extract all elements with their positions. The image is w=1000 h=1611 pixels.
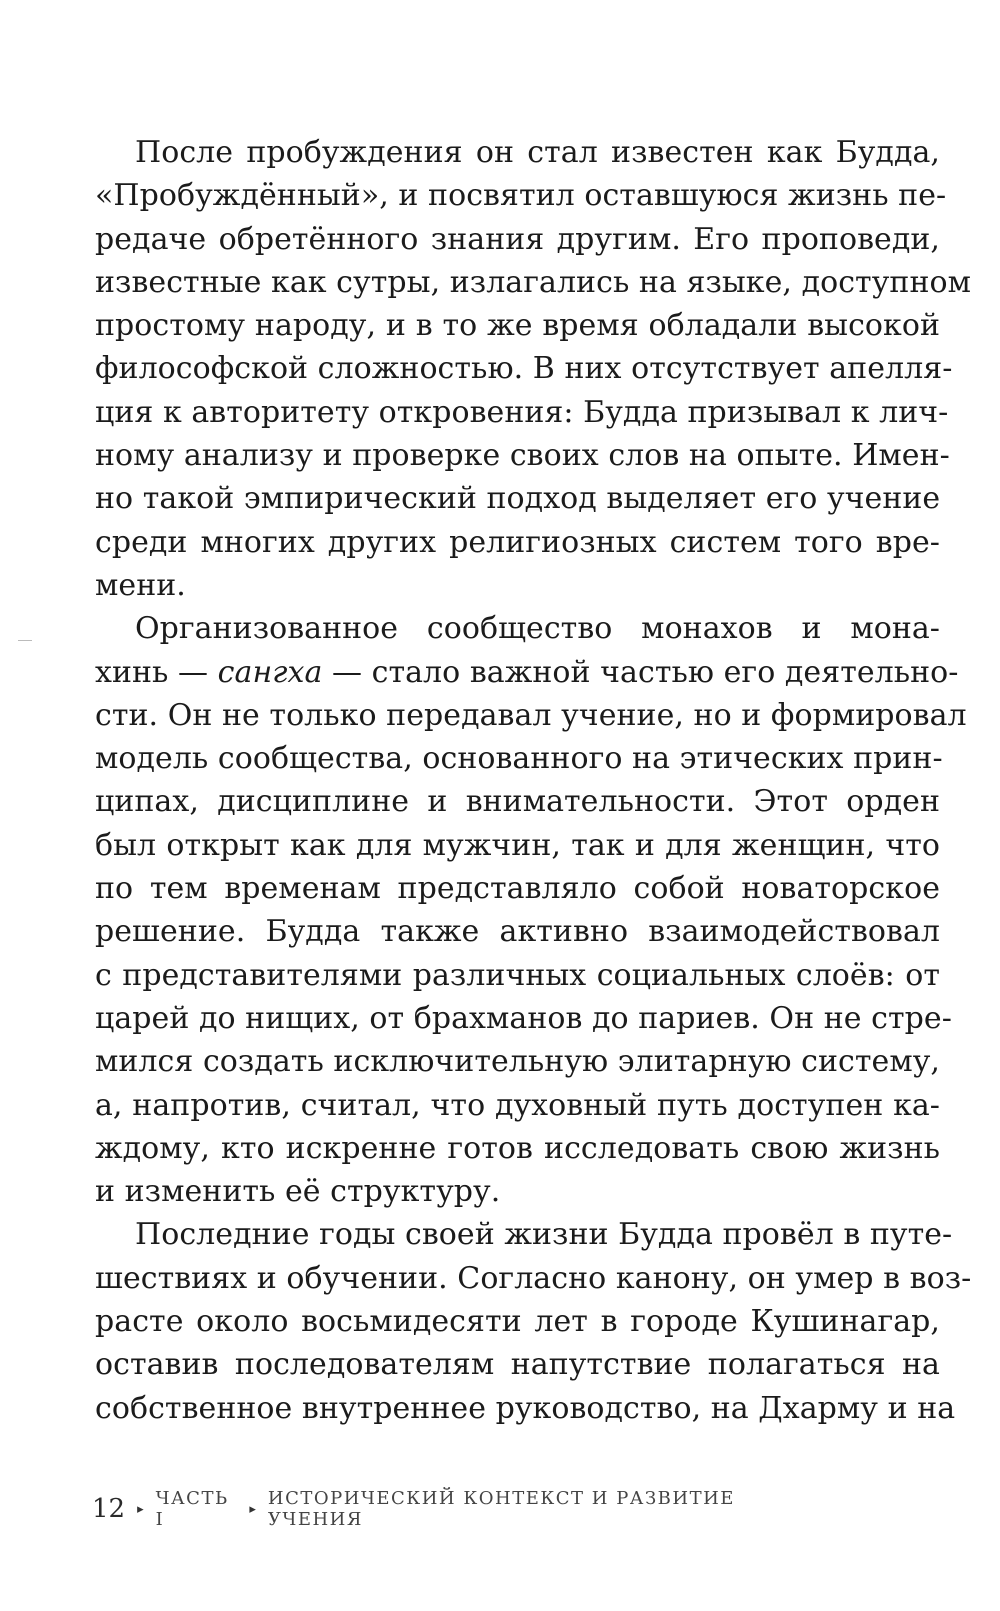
text-line: ному анализу и проверке своих слов на опыте. Имен- — [95, 438, 950, 474]
text-line: оставив последователям напутствие полагаться на — [95, 1347, 940, 1383]
text-fragment: — стало важной частью его деятельно- — [322, 654, 959, 690]
page-footer — [92, 1489, 792, 1529]
text-line: ципах, дисциплине и внимательности. Этот орден — [95, 784, 940, 820]
text-line: был открыт как для мужчин, так и для женщин, что — [95, 827, 940, 863]
text-line: мени. — [95, 567, 186, 603]
page-number: 12 — [92, 1494, 126, 1524]
text-line: Организованное сообщество монахов и мона- — [135, 611, 940, 647]
text-line: Последние годы своей жизни Будда провёл в путе- — [135, 1217, 953, 1253]
text-line: известные как сутры, излагались на языке, доступном — [95, 264, 971, 300]
italic-term: сангха — [217, 654, 323, 690]
text-line: царей до нищих, от брахманов до париев. Он не стре- — [95, 1000, 952, 1036]
section-title: ИСТОРИЧЕСКИЙ КОНТЕКСТ И РАЗВИТИЕ УЧЕНИЯ — [267, 1488, 735, 1530]
text-line: философской сложностью. В них отсутствует апелля- — [95, 351, 953, 387]
text-line: среди многих других религиозных систем того вре- — [95, 524, 940, 560]
text-line: мился создать исключительную элитарную систему, — [95, 1044, 940, 1080]
text-line: сти. Он не только передавал учение, но и формировал — [95, 697, 967, 733]
text-line-mixed — [95, 651, 959, 694]
separator-icon: ▸ — [249, 1501, 256, 1517]
text-line: но такой эмпирический подход выделяет его учение — [95, 481, 941, 517]
text-line: ждому, кто искренне готов исследовать свою жизнь — [95, 1130, 940, 1166]
text-line: «Пробуждённый», и посвятил оставшуюся жизнь пе- — [95, 178, 947, 214]
text-line: расте около восьмидесяти лет в городе Кушинагар, — [95, 1304, 940, 1340]
text-fragment: хинь — — [95, 654, 218, 690]
text-line: шествиях и обучении. Согласно канону, он умер в воз- — [95, 1260, 972, 1296]
text-line: редаче обретённого знания другим. Его проповеди, — [95, 221, 940, 257]
text-line: и изменить её структуру. — [95, 1174, 501, 1210]
text-line: ция к авторитету откровения: Будда призывал к лич- — [95, 394, 949, 430]
separator-icon: ▸ — [137, 1501, 144, 1517]
text-line: а, напротив, считал, что духовный путь доступен ка- — [95, 1087, 940, 1123]
margin-mark — [18, 640, 32, 641]
body-text — [95, 131, 972, 1430]
text-line: модель сообщества, основанного на этических прин- — [95, 741, 943, 777]
text-line: с представителями различных социальных слоёв: от — [95, 957, 940, 993]
text-line: собственное внутреннее руководство, на Дхарму и на — [95, 1390, 956, 1426]
text-line: После пробуждения он стал известен как Будда, — [135, 135, 940, 170]
part-label: ЧАСТЬ I — [155, 1488, 229, 1530]
text-line: по тем временам представляло собой новаторское — [95, 871, 940, 907]
text-line: простому народу, и в то же время обладали высокой — [95, 308, 940, 344]
text-line: решение. Будда также активно взаимодействовал — [95, 914, 940, 950]
